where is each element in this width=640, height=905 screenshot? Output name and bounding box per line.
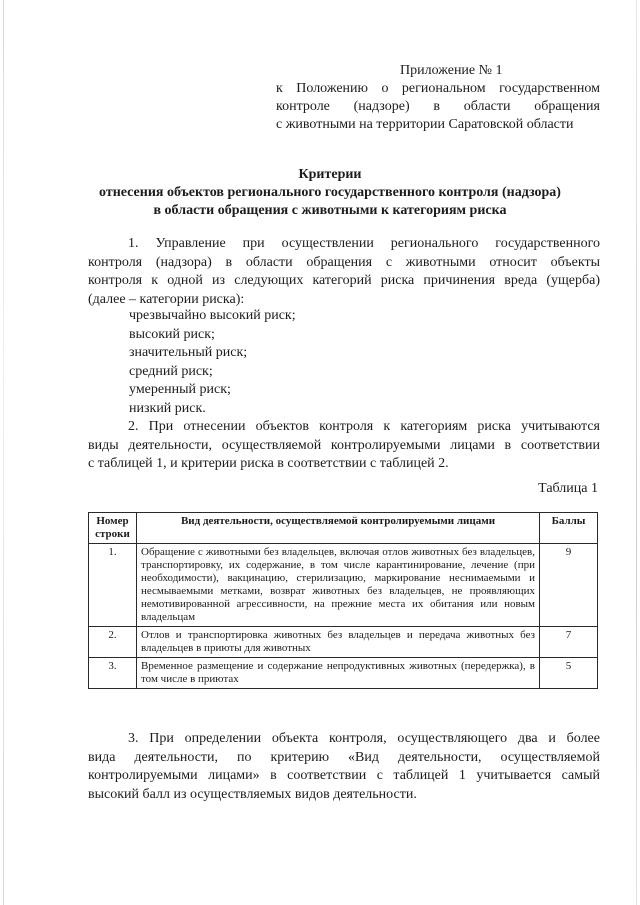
paragraph-1 — [88, 235, 600, 309]
risk-category-list — [129, 307, 296, 418]
table-row — [89, 627, 598, 658]
list-item: чрезвычайно высокий риск; — [129, 308, 296, 323]
scan-edge-right — [636, 0, 637, 905]
activity-table — [88, 512, 598, 689]
paragraph-line: с таблицей 1, и критерии риска в соответствии с таблицей 2. — [88, 456, 449, 471]
annex-title: Приложение № 1 — [400, 63, 503, 78]
paragraph-line: вида деятельности, по критерию «Вид деятельности, осуществляемой — [88, 749, 600, 765]
title-line: отнесения объектов регионального государственного контроля (надзора) — [99, 185, 561, 200]
paragraph-line: контроля (надзора) в области обращения с животными относит объекты — [88, 254, 600, 270]
row-number: 3. — [89, 658, 137, 689]
list-item: высокий риск; — [129, 326, 215, 342]
table-row — [89, 658, 598, 689]
list-item: средний риск; — [129, 363, 213, 379]
annex-reference — [276, 80, 600, 134]
title-line: Критерии — [298, 167, 362, 182]
paragraph-2 — [88, 418, 600, 474]
activity-description: Отлов и транспортировка животных без владельцев и передача животных без владельцев в приюты для животных — [137, 627, 540, 658]
paragraph-3 — [88, 730, 600, 804]
paragraph-line: (далее – категории риска): — [88, 291, 245, 307]
list-item: умеренный риск; — [129, 382, 231, 397]
score-value: 5 — [540, 658, 598, 689]
header-score: Баллы — [540, 513, 598, 544]
scan-edge-left — [3, 0, 4, 905]
list-item: низкий риск. — [129, 400, 206, 416]
paragraph-line: контроля к одной из следующих категорий риска причинения вреда (ущерба) — [88, 273, 600, 288]
list-item: значительный риск; — [129, 345, 248, 360]
annex-line: контроле (надзоре) в области обращения — [276, 99, 600, 114]
title-line: в области обращения с животными к категориям риска — [153, 203, 507, 218]
activity-description: Временное размещение и содержание непродуктивных животных (передержка), в том числе в приютах — [137, 658, 540, 689]
table-caption: Таблица 1 — [538, 481, 598, 496]
activity-description: Обращение с животными без владельцев, включая отлов животных без владельцев, транспортировку, их содержание, в том числе карантинирование, лечение (при необходимости), вакцинацию, стерилизацию, маркирование неснимаемыми и несмываемыми метками, возврат животных без владельцев, не проявляющих немотивированной агрессивности, на прежние места их обитания или новым владельцам — [137, 544, 540, 627]
document-title — [60, 166, 600, 220]
paragraph-line: 3. При определении объекта контроля, осуществляющего два и более — [128, 731, 600, 746]
row-number: 1. — [89, 544, 137, 627]
paragraph-line: 1. Управление при осуществлении регионального государственного — [128, 236, 600, 251]
header-activity: Вид деятельности, осуществляемой контролируемыми лицами — [137, 513, 540, 544]
paragraph-line: контролируемыми лицами» в соответствии с таблицей 1 учитывается самый — [88, 768, 600, 783]
score-value: 7 — [540, 627, 598, 658]
annex-line: с животными на территории Саратовской области — [276, 117, 574, 132]
annex-line: к Положению о региональном государственном — [276, 81, 600, 96]
table-row — [89, 544, 598, 627]
paragraph-line: 2. При отнесении объектов контроля к категориям риска учитываются — [128, 419, 600, 434]
paragraph-line: высокий балл из осуществляемых видов деятельности. — [88, 786, 417, 802]
row-number: 2. — [89, 627, 137, 658]
table-header-row — [89, 513, 598, 544]
paragraph-line: виды деятельности, осуществляемой контролируемыми лицами в соответствии — [88, 437, 600, 453]
score-value: 9 — [540, 544, 598, 627]
header-row-number: Номер строки — [89, 513, 137, 544]
